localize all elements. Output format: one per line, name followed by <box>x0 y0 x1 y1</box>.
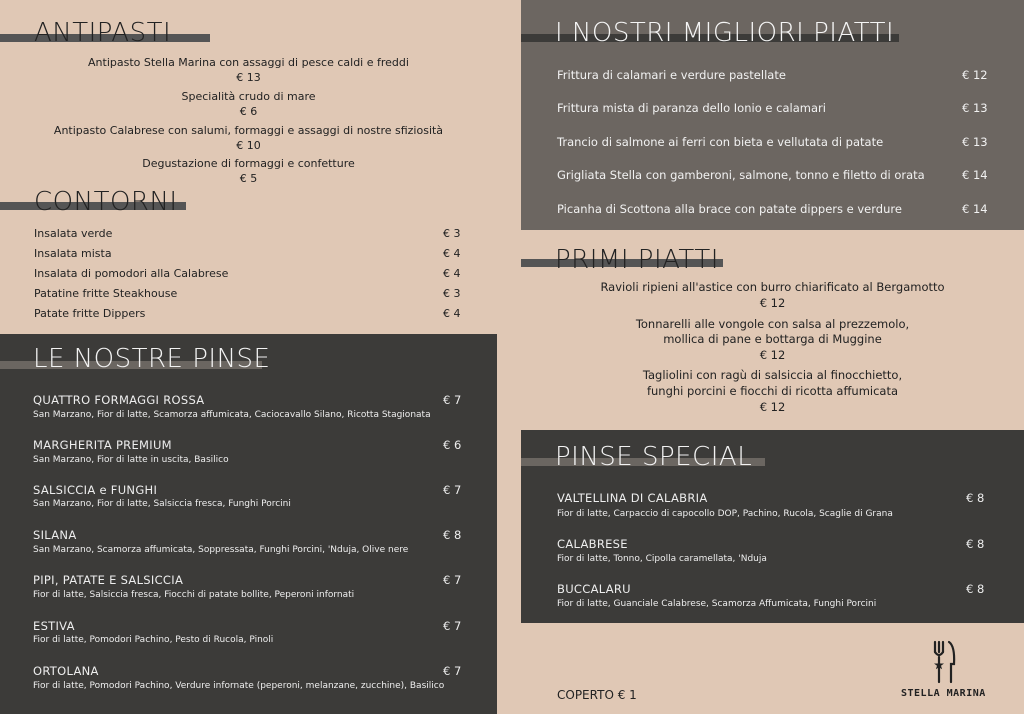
primi-price: € 12 <box>759 296 786 310</box>
special-desc: Fior di latte, Guanciale Calabrese, Scamorza Affumicata, Funghi Porcini <box>557 599 877 609</box>
contorni-price: € 3 <box>443 227 461 240</box>
antipasti-price: € 5 <box>239 172 258 185</box>
pinsa-desc: Fior di latte, Pomodori Pachino, Pesto di Rucola, Pinoli <box>33 635 274 645</box>
contorni-item: Insalata di pomodori alla Calabrese <box>34 267 229 280</box>
piatto-name: Picanha di Scottona alla brace con patate dippers e verdure <box>557 202 902 216</box>
contorni-item: Patatine fritte Steakhouse <box>34 287 178 300</box>
special-desc: Fior di latte, Tonno, Cipolla caramellata, 'Nduja <box>557 554 767 564</box>
special-heading: PINSE SPECIAL <box>555 442 752 472</box>
primi-line: mollica di pane e bottarga di Muggine <box>663 332 882 346</box>
special-name: CALABRESE <box>557 537 628 551</box>
contorni-price: € 4 <box>443 247 461 260</box>
pinsa-desc: San Marzano, Fior di latte in uscita, Basilico <box>33 455 229 465</box>
piatto-name: Frittura di calamari e verdure pastellate <box>557 68 786 82</box>
pinsa-price: € 7 <box>443 393 462 407</box>
primi-price: € 12 <box>759 348 786 362</box>
primi-line: Tagliolini con ragù di salsiccia al finocchietto, <box>642 368 903 382</box>
piatto-price: € 14 <box>962 202 988 216</box>
primi-line: Ravioli ripieni all'astice con burro chiarificato al Bergamotto <box>600 280 945 294</box>
special-name: VALTELLINA DI CALABRIA <box>557 491 708 505</box>
logo-text: STELLA MARINA <box>901 688 986 699</box>
primi-heading: PRIMI PIATTI <box>555 245 719 275</box>
migliori-heading: I NOSTRI MIGLIORI PIATTI <box>555 18 894 48</box>
pinsa-name: QUATTRO FORMAGGI ROSSA <box>33 393 205 407</box>
primi-price: € 12 <box>759 400 786 414</box>
special-name: BUCCALARU <box>557 582 631 596</box>
pinsa-name: SALSICCIA e FUNGHI <box>33 483 158 497</box>
pinsa-price: € 7 <box>443 619 462 633</box>
contorni-item: Insalata verde <box>34 227 113 240</box>
migliori-panel <box>521 0 1024 230</box>
pinsa-price: € 7 <box>443 664 462 678</box>
pinsa-name: PIPI, PATATE E SALSICCIA <box>33 573 184 587</box>
antipasti-price: € 6 <box>239 105 258 118</box>
piatto-price: € 14 <box>962 168 988 182</box>
pinsa-name: MARGHERITA PREMIUM <box>33 438 172 452</box>
piatto-price: € 13 <box>962 101 988 115</box>
pinsa-desc: San Marzano, Scamorza affumicata, Soppressata, Funghi Porcini, 'Nduja, Olive nere <box>33 545 409 555</box>
fork-knife-icon <box>924 638 964 686</box>
pinsa-name: ESTIVA <box>33 619 75 633</box>
antipasti-line: Degustazione di formaggi e confetture <box>142 157 355 170</box>
contorni-price: € 3 <box>443 287 461 300</box>
special-price: € 8 <box>966 582 985 596</box>
special-panel <box>521 430 1024 623</box>
piatto-name: Trancio di salmone ai ferri con bieta e vellutata di patate <box>557 135 884 149</box>
primi-line: Tonnarelli alle vongole con salsa al prezzemolo, <box>635 317 910 331</box>
primi-line: funghi porcini e fiocchi di ricotta affumicata <box>646 384 899 398</box>
pinsa-price: € 8 <box>443 528 462 542</box>
contorni-price: € 4 <box>443 267 461 280</box>
piatto-name: Frittura mista di paranza dello Ionio e calamari <box>557 101 826 115</box>
pinsa-desc: San Marzano, Fior di latte, Salsiccia fresca, Funghi Porcini <box>33 499 291 509</box>
special-desc: Fior di latte, Carpaccio di capocollo DOP, Pachino, Rucola, Scaglie di Grana <box>557 509 893 519</box>
contorni-item: Insalata mista <box>34 247 112 260</box>
logo <box>890 636 1000 706</box>
pinse-panel <box>0 334 497 714</box>
piatto-name: Grigliata Stella con gamberoni, salmone, tonno e filetto di orata <box>557 168 925 182</box>
contorni-price: € 4 <box>443 307 461 320</box>
antipasti-price: € 13 <box>236 71 261 84</box>
antipasti-line: Specialità crudo di mare <box>181 90 316 103</box>
antipasti-heading: ANTIPASTI <box>34 18 171 48</box>
special-price: € 8 <box>966 537 985 551</box>
pinsa-desc: Fior di latte, Pomodori Pachino, Verdure infornate (peperoni, melanzane, zucchine), Basilico <box>33 681 445 691</box>
pinsa-desc: Fior di latte, Salsiccia fresca, Fiocchi di patate bollite, Peperoni infornati <box>33 590 355 600</box>
antipasti-price: € 10 <box>236 139 261 152</box>
pinse-heading: LE NOSTRE PINSE <box>33 344 270 374</box>
special-price: € 8 <box>966 491 985 505</box>
pinsa-name: SILANA <box>33 528 77 542</box>
pinsa-price: € 7 <box>443 483 462 497</box>
antipasti-line: Antipasto Calabrese con salumi, formaggi e assaggi di nostre sfiziosità <box>53 124 444 137</box>
contorni-item: Patate fritte Dippers <box>34 307 146 320</box>
pinsa-price: € 7 <box>443 573 462 587</box>
pinsa-price: € 6 <box>443 438 462 452</box>
pinsa-desc: San Marzano, Fior di latte, Scamorza affumicata, Caciocavallo Silano, Ricotta Stagionata <box>33 410 431 420</box>
pinsa-name: ORTOLANA <box>33 664 99 678</box>
antipasti-line: Antipasto Stella Marina con assaggi di pesce caldi e freddi <box>88 56 409 69</box>
contorni-heading: CONTORNI <box>34 187 178 217</box>
piatto-price: € 12 <box>962 68 988 82</box>
coperto-text: COPERTO € 1 <box>557 688 637 702</box>
piatto-price: € 13 <box>962 135 988 149</box>
